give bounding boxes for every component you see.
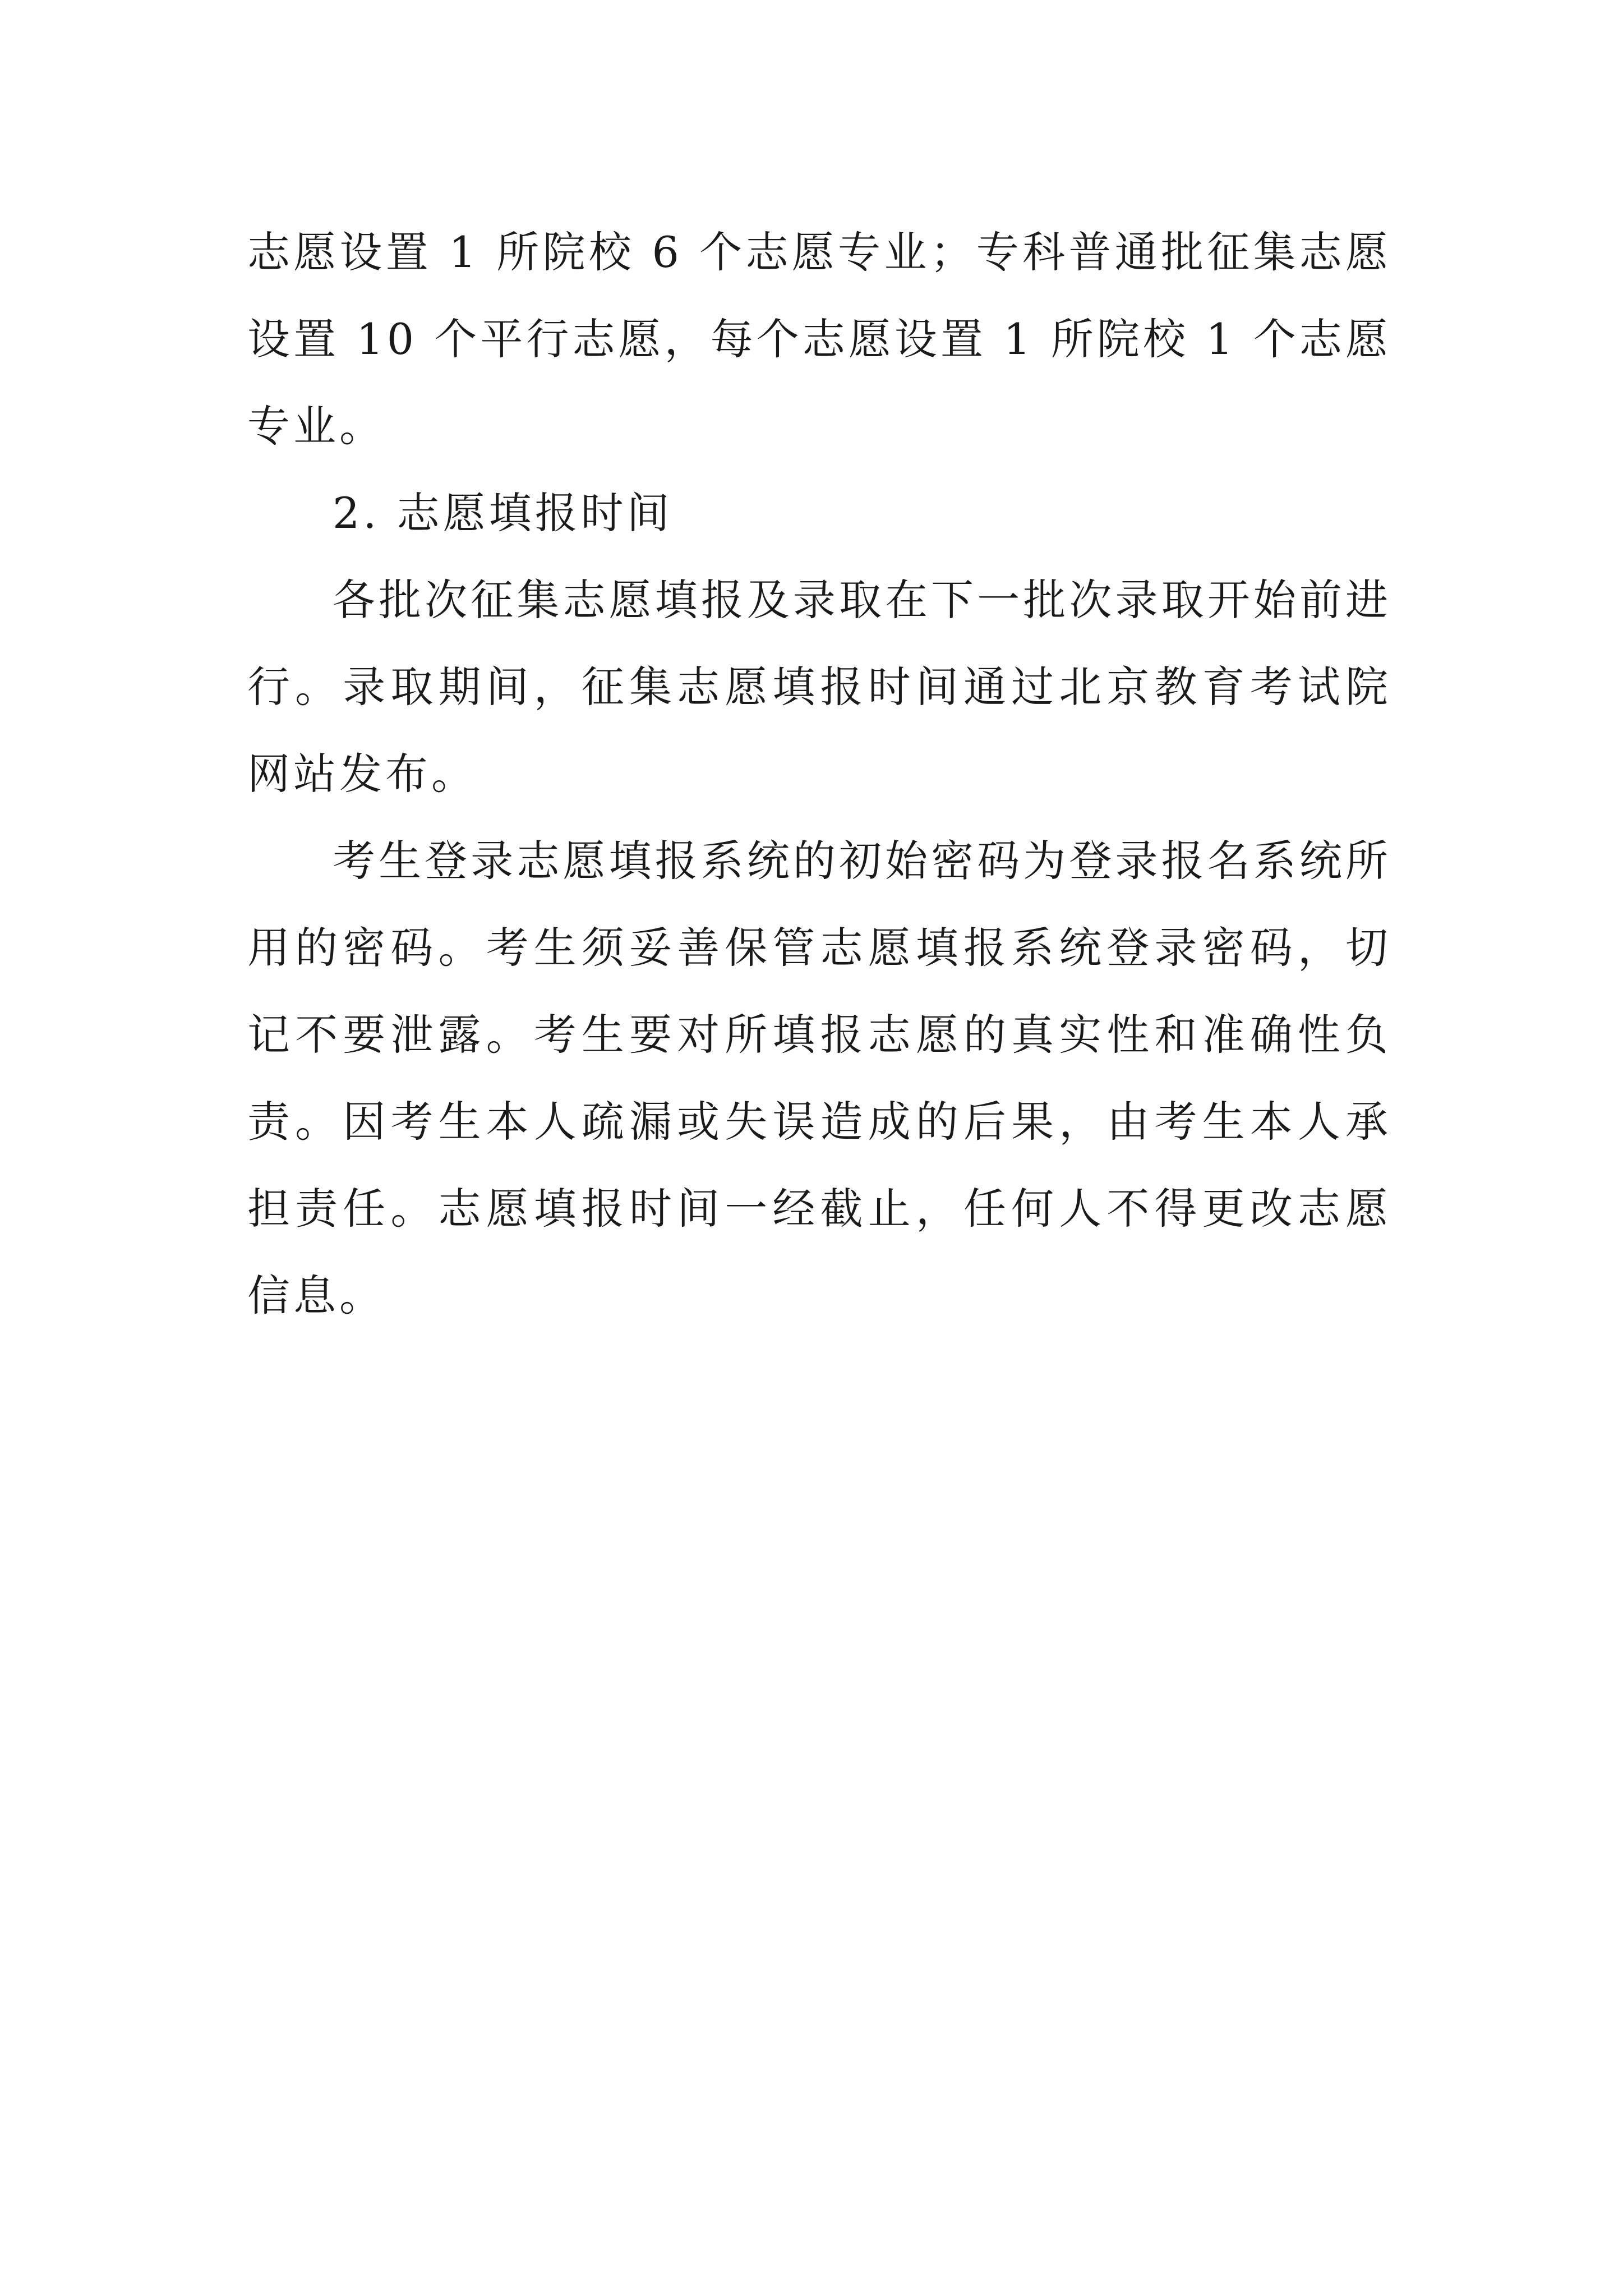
- section-heading: 2. 志愿填报时间: [333, 488, 673, 538]
- paragraph-password: 考生登录志愿填报系统的初始密码为登录报名系统所用的密码。考生须妥善保管志愿填报系统登录密码，切记不要泄露。考生要对所填报志愿的真实性和准确性负责。因考生本人疏漏或失误造成的后果，由考生本人承担责任。志愿填报时间一经截止，任何人不得更改志愿信息。: [247, 836, 1391, 1320]
- paragraph-timing: 各批次征集志愿填报及录取在下一批次录取开始前进行。录取期间，征集志愿填报时间通过北京教育考试院网站发布。: [247, 575, 1391, 799]
- body-text: [247, 209, 1391, 1339]
- paragraph-continuation: 志愿设置 1 所院校 6 个志愿专业；专科普通批征集志愿设置 10 个平行志愿，每个志愿设置 1 所院校 1 个志愿专业。: [247, 227, 1391, 451]
